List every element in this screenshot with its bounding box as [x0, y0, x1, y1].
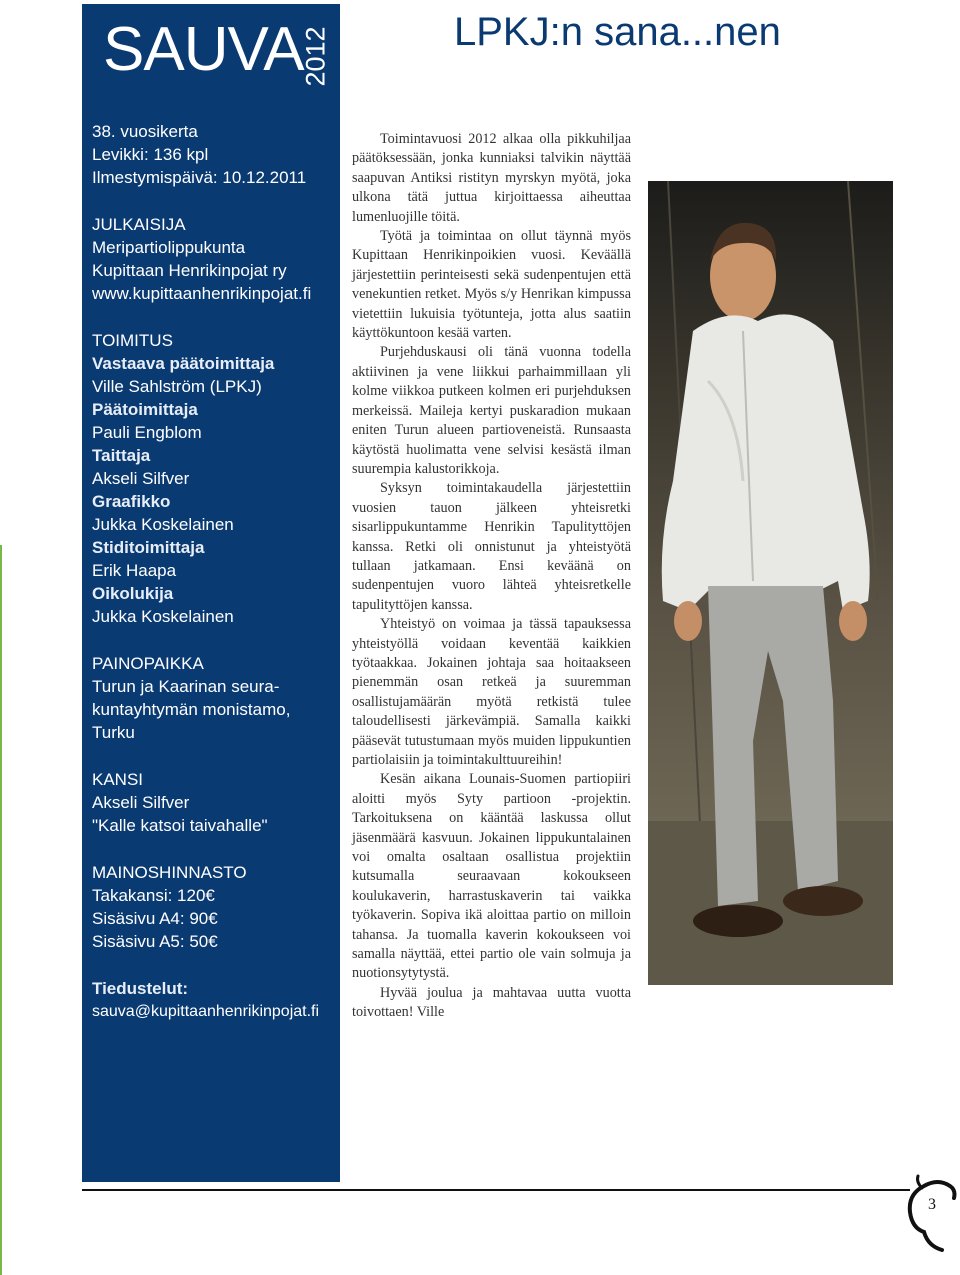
role-label: Oikolukija	[92, 584, 174, 603]
role-name: Pauli Engblom	[92, 423, 202, 442]
left-edge-accent	[0, 545, 2, 1275]
role-name: Erik Haapa	[92, 561, 177, 580]
author-photo	[648, 181, 893, 985]
year-label: 2012	[300, 25, 331, 87]
article-paragraph: Toimintavuosi 2012 alkaa olla pikkuhiljaa päätöksessään, jonka kunniaksi talvikin näyttää saapuvan Antiksi ristityn myrskyn myötä, joka ulkona tätä juttua kirjoittaessa aiheuttaa lumenluojille töitä.	[352, 131, 631, 225]
editorial-heading: TOIMITUS	[92, 331, 173, 350]
cover-heading: KANSI	[92, 770, 144, 789]
role-label: Taittaja	[92, 446, 151, 465]
article-paragraph: Purjehduskausi oli tänä vuonna todella aktiivinen ja vene liikkui parhaimmillaan yli kolme viikkoa putkeen kolmen eri purjehduksen merkeissä. Maileja kertyi puskaradion mukaan eniten Turun alueen partioveneistä. Runsaasta käytöstä huolimatta vene selvisi kesästä ilman suurempia kalustorikkoja.	[352, 344, 631, 477]
article-paragraph: Syksyn toimintakaudella järjestettiin vuosien tauon jälkeen yhteisretki sisarlippukuntamme Henrikin Tapulityttöjen kanssa. Retki oli onnistunut ja yhteistyötä tullaan jatkamaan. Ensi keväänä on sudenpentujen vuoro lähteä yhteisretkelle tapulityttöjen kanssa.	[352, 480, 631, 613]
publisher-line: Meripartiolippukunta	[92, 238, 246, 257]
print-line: kuntayhtymän monistamo,	[92, 700, 291, 719]
circulation: Levikki: 136 kpl	[92, 145, 209, 164]
publisher-line: Kupittaan Henrikinpojat ry	[92, 261, 287, 280]
magazine-title: SAUVA	[103, 15, 304, 84]
ads-line: Takakansi: 120€	[92, 886, 215, 905]
print-line: Turku	[92, 723, 135, 742]
cover-line: Akseli Silfver	[92, 793, 190, 812]
edition: 38. vuosikerta	[92, 122, 198, 141]
role-label: Vastaava päätoimittaja	[92, 354, 275, 373]
contact-heading: Tiedustelut:	[92, 979, 189, 998]
print-heading: PAINOPAIKKA	[92, 654, 204, 673]
page-number-ornament-icon	[898, 1172, 958, 1256]
article-paragraph: Yhteistyö on voimaa ja tässä tapauksessa yhteistyöllä voidaan keventää kaikkien työtaakkaa. Jokainen johtaja saa hoitaakseen pienemmän osan retkeä ja suuremman osallistujamäärän myötä retkistä tulee taloudellisesti järkevämpiä. Samalla kaikki pääsevät tutustumaan myös muiden lippukuntien partiolaisiin ja toimintakulttuureihin!	[352, 616, 631, 768]
role-name: Akseli Silfver	[92, 469, 190, 488]
article-paragraph: Työtä ja toimintaa on ollut täynnä myös Kupittaan Henrikinpoikien vuosi. Keväällä järjestettiin perinteisesti sekä sudenpentujen että venekuntien retket. Myös s/y Henrikan kimpussa vietettiin lukuisia työtunteja, jotta alus saatiin käyttökuntoon kesää varten.	[352, 228, 631, 342]
publisher-url: www.kupittaanhenrikinpojat.fi	[92, 284, 312, 303]
ads-heading: MAINOSHINNASTO	[92, 863, 247, 882]
ads-line: Sisäsivu A4: 90€	[92, 909, 218, 928]
role-name: Ville Sahlström (LPKJ)	[92, 377, 262, 396]
role-name: Jukka Koskelainen	[92, 515, 234, 534]
article-paragraph: Hyvää joulua ja mahtavaa uutta vuotta toivottaen! Ville	[352, 984, 631, 1021]
role-label: Graafikko	[92, 492, 171, 511]
publish-date: Ilmestymispäivä: 10.12.2011	[92, 168, 307, 187]
article-paragraph: Kesän aikana Lounais-Suomen partiopiiri aloitti myös Syty partioon -projektin. Tarkoituksena on kääntää laskussa ollut jäsenmäärä kasvuun. Jokainen lippukuntalainen voi omalta osaltaan osallistua projektiin kutsumalla seuraavaan kokoukseen koulukaverin, harrastuskaverin tai vaikka työkaverin. Sopiva ikä aloittaa partio on milloin tahansa. Ja tuomalla kaverin kokoukseen voi samalla näyttää, ettei partio ole vain solmuja ja nuotionsytytystä.	[352, 771, 631, 982]
cover-line: "Kalle katsoi taivahalle"	[92, 816, 268, 835]
article-body	[352, 130, 631, 1023]
page-number: 3	[928, 1196, 936, 1213]
ads-line: Sisäsivu A5: 50€	[92, 932, 218, 951]
page-heading: LPKJ:n sana...nen	[454, 10, 781, 54]
photo-illustration	[648, 181, 893, 985]
magazine-year	[299, 17, 333, 95]
publisher-heading: JULKAISIJA	[92, 215, 186, 234]
colophon-sidebar	[82, 4, 340, 1182]
contact-email[interactable]: sauva@kupittaanhenrikinpojat.fi	[92, 1003, 320, 1020]
footer-rule	[82, 1189, 910, 1191]
role-label: Päätoimittaja	[92, 400, 198, 419]
role-name: Jukka Koskelainen	[92, 607, 234, 626]
colophon-content	[92, 120, 335, 1023]
print-line: Turun ja Kaarinan seura-	[92, 677, 280, 696]
role-label: Stiditoimittaja	[92, 538, 205, 557]
